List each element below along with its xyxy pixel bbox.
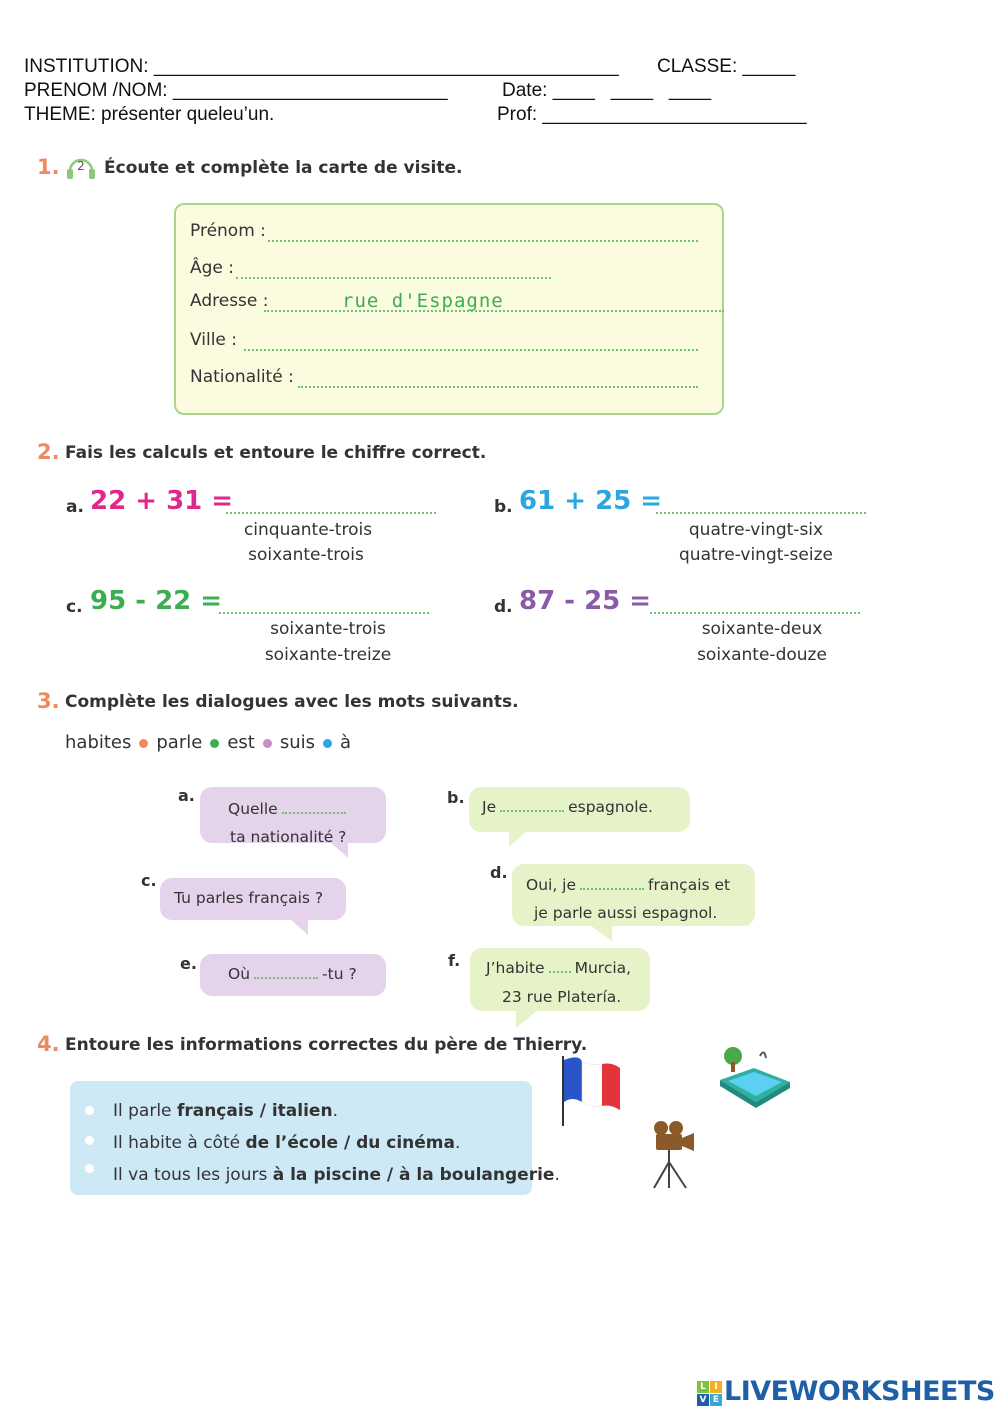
option-francais[interactable]: français [176,1101,254,1121]
option-boulangerie[interactable]: à la boulangerie [399,1165,555,1185]
dialogue-e-bubble [200,954,386,996]
dialogue-b-bubble [469,787,690,832]
field-label-nationalite: Nationalité : [190,367,294,387]
calc-a-option-2[interactable]: soixante-trois [248,545,364,565]
prof-field: Prof: _________________________ [497,104,807,125]
calc-b-answer-line[interactable] [656,512,866,514]
dialogue-a-letter: a. [178,786,195,805]
info-line-2-prefix: Il habite à côté [113,1133,246,1153]
calc-b-option-2[interactable]: quatre-vingt-seize [679,545,833,565]
calc-b-expression: 61 + 25 = [519,486,663,516]
dialogue-c-letter: c. [141,871,157,890]
info-line-1-sep: / [253,1101,272,1121]
calc-d-option-1[interactable]: soixante-deux [701,619,823,639]
svg-text:2: 2 [77,159,85,173]
liveworksheets-brand[interactable]: LIVEWORKSHEETS [724,1376,995,1407]
dialogue-d-text-1: Oui, je [526,876,577,894]
exercise-3-number: 3. [37,689,60,713]
dialogue-c-tail [290,919,308,935]
bullet-2 [85,1136,94,1145]
word-dot-blue [323,739,332,748]
field-label-ville: Ville : [190,330,238,350]
dialogue-b-text-2: espagnole. [568,798,653,816]
calc-d-option-2[interactable]: soixante-douze [697,645,827,665]
word-bank [65,732,351,753]
nationalite-input-line[interactable] [298,386,698,388]
prenom-nom-field: PRENOM /NOM: __________________________ [24,80,448,101]
dialogue-a-tail [330,842,348,858]
calc-b-letter: b. [494,497,513,517]
exercise-4-number: 4. [37,1032,60,1056]
dialogue-b-letter: b. [447,788,465,807]
word-a: à [340,732,352,753]
dialogue-a-text-2: ta nationalité ? [230,828,347,846]
prenom-input-line[interactable] [268,240,698,242]
calc-c-option-1[interactable]: soixante-trois [270,619,386,639]
dialogue-d-blank[interactable] [580,888,644,890]
info-line-1 [113,1101,338,1121]
calc-d-answer-line[interactable] [650,612,860,614]
cinema-camera-icon [648,1118,698,1190]
option-piscine[interactable]: à la piscine [272,1165,381,1185]
dialogue-f-text-3: 23 rue Platería. [502,988,622,1006]
dialogue-f-text-2: Murcia, [574,959,632,977]
option-ecole[interactable]: de l’école [245,1133,339,1153]
calc-d-letter: d. [494,597,513,617]
exercise-4-title: Entoure les informations correctes du père de Thierry. [65,1035,588,1055]
dialogue-e-letter: e. [180,954,197,973]
word-dot-purple [263,739,272,748]
dialogue-a-blank[interactable] [282,812,346,814]
calc-d-expression: 87 - 25 = [519,586,652,616]
calc-b-option-1[interactable]: quatre-vingt-six [688,520,824,540]
ville-input-line[interactable] [244,349,698,351]
institution-field: INSTITUTION: ____________________________________________ [24,56,619,77]
word-dot-green [210,739,219,748]
dialogue-f-letter: f. [448,951,461,970]
exercise-2-title: Fais les calculs et entoure le chiffre correct. [65,443,487,463]
calc-c-expression: 95 - 22 = [90,586,223,616]
info-line-3-prefix: Il va tous les jours [113,1165,273,1185]
calc-c-letter: c. [66,597,83,617]
word-habites: habites [65,732,132,753]
french-flag-icon [558,1052,624,1128]
word-dot-orange [139,739,148,748]
dialogue-f-text-1: J’habite [486,959,545,977]
audio-track-icon[interactable] [64,149,98,183]
classe-field: CLASSE: _____ [657,56,796,77]
calc-a-letter: a. [66,497,84,517]
field-label-adresse: Adresse : [190,291,269,311]
liveworksheets-logo-icon [697,1381,723,1407]
info-line-1-prefix: Il parle [113,1101,177,1121]
word-parle: parle [156,732,203,753]
dialogue-b-blank[interactable] [500,810,564,812]
age-input-line[interactable] [236,277,551,279]
info-line-2-sep: / [338,1133,357,1153]
dialogue-f-tail [516,1010,538,1028]
exercise-3-title: Complète les dialogues avec les mots suivants. [65,692,519,712]
dialogue-e-text-2: -tu ? [322,965,357,983]
info-line-2-suffix: . [455,1133,461,1153]
dialogue-c-text: Tu parles français ? [174,889,324,907]
dialogue-b-tail [509,831,527,847]
dialogue-f-bubble [470,948,650,1011]
dialogue-d-text-2: français et [648,876,731,894]
calc-c-answer-line[interactable] [219,612,429,614]
dialogue-c-bubble [160,878,346,920]
logo-tile-4: E [710,1394,722,1406]
info-line-3-sep: / [380,1165,400,1185]
theme-field: THEME: présenter queleu’un. [24,104,275,125]
dialogue-f-blank[interactable] [549,971,571,973]
dialogue-e-text-1: Où [228,965,251,983]
calc-a-expression: 22 + 31 = [90,486,234,516]
swimming-pool-icon [714,1044,794,1114]
logo-tile-3: V [697,1394,709,1406]
word-est: est [227,732,255,753]
logo-tile-2: I [710,1381,722,1393]
word-suis: suis [279,732,315,753]
logo-tile-1: L [697,1381,709,1393]
info-line-1-suffix: . [332,1101,338,1121]
option-italien[interactable]: italien [271,1101,333,1121]
dialogue-e-blank[interactable] [254,977,318,979]
date-field: Date: ____ ____ ____ [502,80,712,101]
calc-a-answer-line[interactable] [226,512,436,514]
exercise-1-number: 1. [37,155,60,179]
dialogue-a-bubble [200,787,386,846]
field-label-prenom: Prénom : [190,221,266,241]
dialogue-d-tail [590,925,612,941]
dialogue-d-text-3: je parle aussi espagnol. [534,904,718,922]
dialogue-d-bubble [512,864,755,926]
option-cinema[interactable]: du cinéma [356,1133,455,1153]
calc-a-option-1[interactable]: cinquante-trois [243,520,373,540]
calc-c-option-2[interactable]: soixante-treize [264,645,392,665]
bullet-3 [85,1164,94,1173]
dialogue-b-text-1: Je [482,798,497,816]
exercise-1-title: Écoute et complète la carte de visite. [104,158,463,178]
info-line-3-suffix: . [554,1165,560,1185]
dialogue-a-text-1: Quelle [228,800,278,818]
info-line-2 [113,1133,460,1153]
bullet-1 [85,1106,94,1115]
address-handwritten-value: rue d'Espagne [342,290,504,312]
exercise-2-number: 2. [37,440,60,464]
field-label-age: Âge : [190,258,235,278]
dialogue-d-letter: d. [490,863,508,882]
info-line-3 [113,1165,560,1185]
